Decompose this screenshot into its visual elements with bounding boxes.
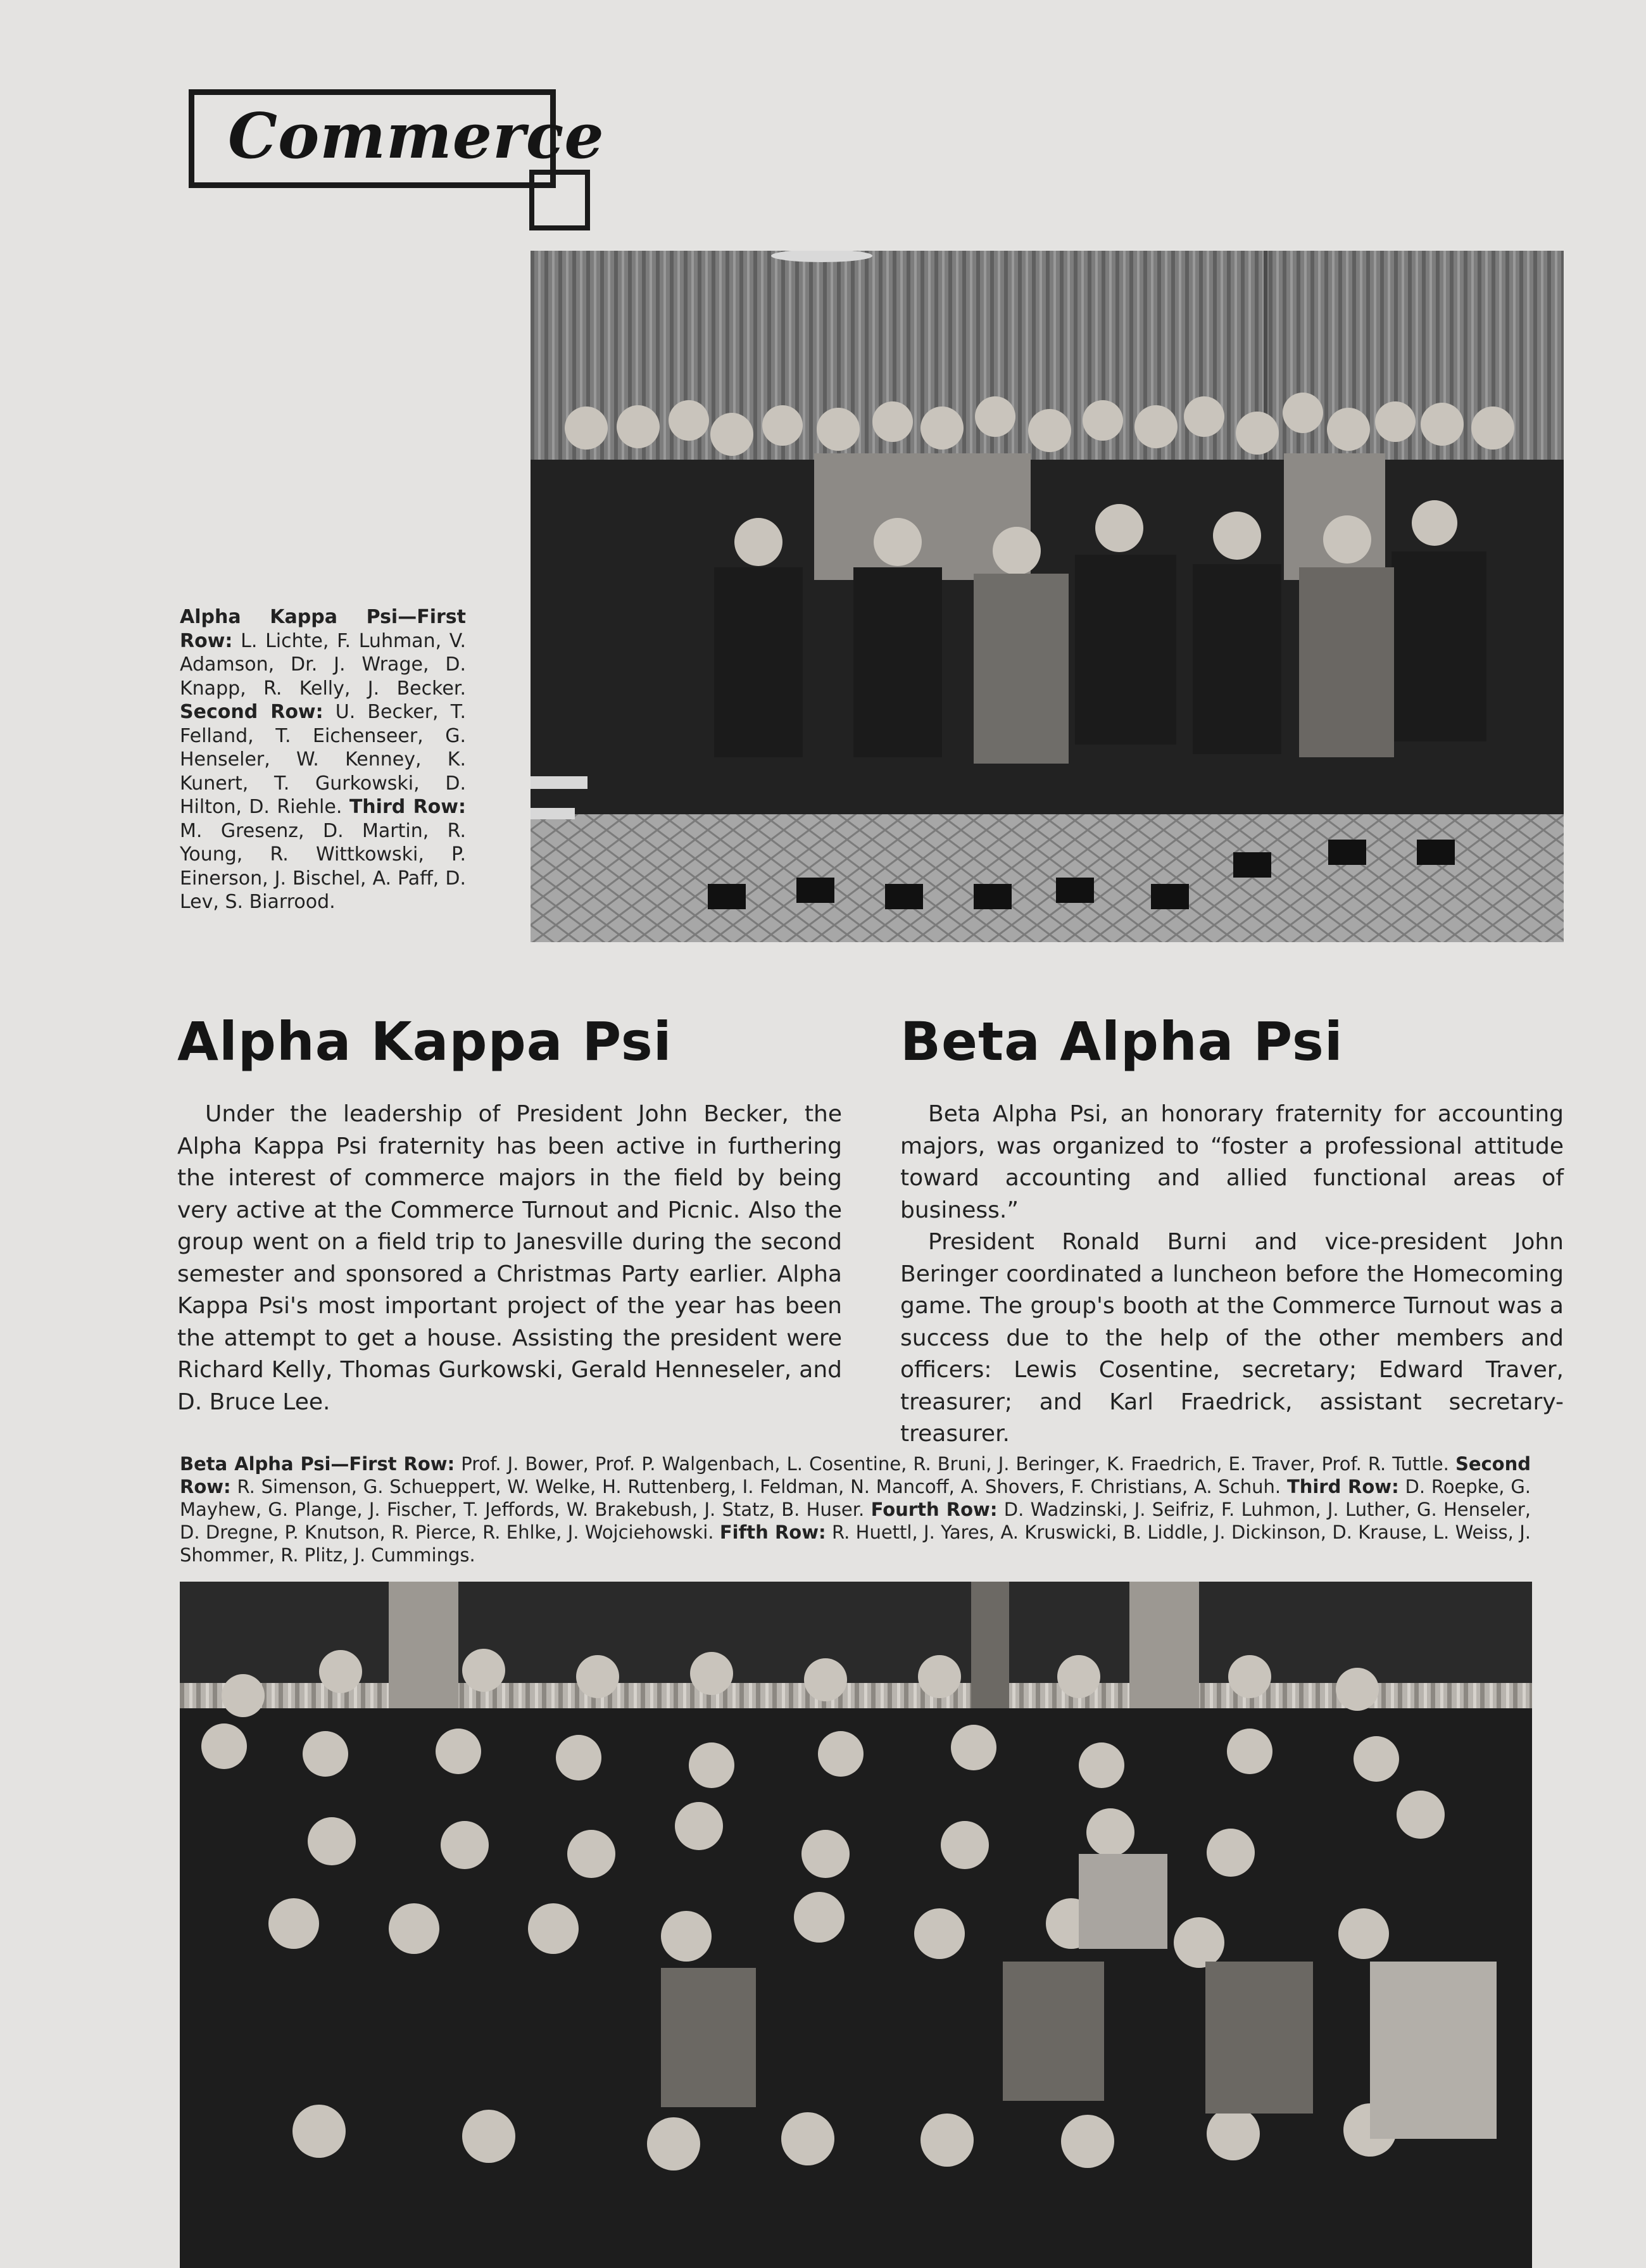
caption-row-3: M. Gresenz, D. Martin, R. Young, R. Wittkowski, P. Einerson, J. Bischel, A. Paff, D. Lev, S. Biarrood. [180, 819, 466, 913]
caption-row-2: R. Simenson, G. Schueppert, W. Welke, H. Ruttenberg, I. Feldman, N. Mancoff, A. Shovers, F. Christians, A. Schuh. [237, 1476, 1281, 1497]
caption-row-1: L. Lichte, F. Luhman, V. Adamson, Dr. J. Wrage, D. Knapp, R. Kelly, J. Becker. [180, 629, 466, 700]
caption-row-1: Prof. J. Bower, Prof. P. Walgenbach, L. Cosentine, R. Bruni, J. Beringer, K. Fraedrich, E. Traver, Prof. R. Tuttle. [461, 1453, 1449, 1475]
caption-label-2: Second Row: [180, 1453, 1531, 1497]
caption-row-4: D. Wadzinski, J. Seifriz, F. Luhmon, J. Luther, G. Henseler, D. Dregne, P. Knutson, R. Pierce, R. Ehlke, J. Wojciehowski. [180, 1499, 1531, 1543]
alpha-kappa-psi-body [177, 1099, 842, 1418]
beta-alpha-psi-body [900, 1099, 1564, 1451]
caption-row-3: D. Roepke, G. Mayhew, G. Plange, J. Fischer, T. Jeffords, W. Brakebush, J. Statz, B. Huser. [180, 1476, 1531, 1520]
beta-alpha-psi-heading: Beta Alpha Psi [900, 1011, 1343, 1073]
beta-alpha-psi-group-photo [180, 1582, 1532, 2268]
caption-label-3: Third Row: [349, 796, 466, 818]
section-title: Commerce [228, 100, 605, 173]
caption-label-4: Fourth Row: [870, 1499, 998, 1520]
beta-alpha-psi-caption [180, 1452, 1531, 1566]
alpha-kappa-psi-paragraph: Under the leadership of President John Becker, the Alpha Kappa Psi fraternity has been active in furthering the interest of commerce majors in the field by being very active at the Commerce Turnout and Picnic. Also the group went on a field trip to Janesville during the second semester and sponsored a Christmas Party earlier. Alpha Kappa Psi's most important project of the year has been the attempt to get a house. Assisting the president were Richard Kelly, Thomas Gurkowski, Gerald Henneseler, and D. Bruce Lee. [177, 1101, 842, 1415]
caption-label-5: Fifth Row: [719, 1521, 826, 1543]
beta-alpha-psi-paragraph-2: President Ronald Burni and vice-president John Beringer coordinated a luncheon before the Homecoming game. The group's booth at the Commerce Turnout was a success due to the help of the other members and officers: Lewis Cosentine, secretary; Edward Traver, treasurer; and Karl Fraedrick, assistant secretary-treasurer. [900, 1229, 1564, 1447]
alpha-kappa-psi-heading: Alpha Kappa Psi [177, 1011, 672, 1073]
caption-row-2: U. Becker, T. Felland, T. Eichenseer, G. Henseler, W. Kenney, K. Kunert, T. Gurkowski, D. Hilton, D. Riehle. [180, 701, 466, 818]
caption-label-3: Third Row: [1286, 1476, 1399, 1497]
caption-lead: Alpha Kappa Psi—First Row: [180, 606, 466, 652]
alpha-kappa-psi-group-photo [531, 251, 1564, 942]
caption-row-5: R. Huettl, J. Yares, A. Kruswicki, B. Liddle, J. Dickinson, D. Krause, L. Weiss, J. Shommer, R. Plitz, J. Cummings. [180, 1521, 1531, 1566]
caption-lead: Beta Alpha Psi—First Row: [180, 1453, 455, 1475]
beta-alpha-psi-paragraph-1: Beta Alpha Psi, an honorary fraternity for accounting majors, was organized to “foster a professional attitude toward accounting and allied functional areas of business.” [900, 1101, 1564, 1223]
alpha-kappa-psi-caption [180, 605, 466, 914]
caption-label-2: Second Row: [180, 701, 324, 723]
section-header-accent-square [529, 170, 590, 230]
